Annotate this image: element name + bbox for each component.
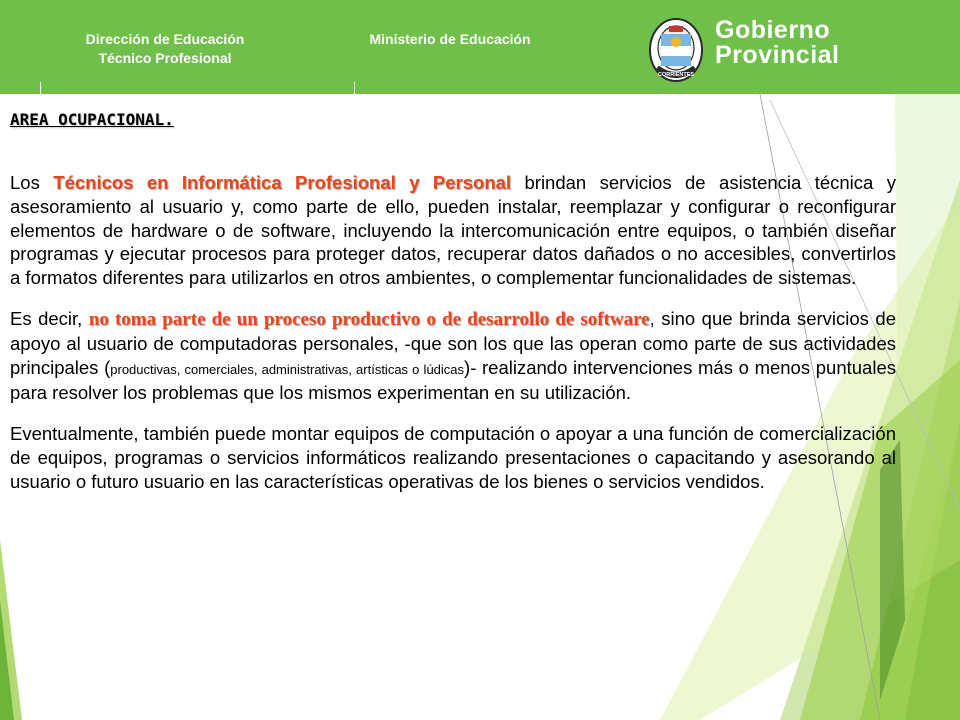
header-bar (0, 0, 960, 94)
paragraph-3: Eventualmente, también puede montar equipos de computación o apoyar a una función de comercialización de equipos, programas o servicios informáticos realizando presentaciones o capacitando y asesorando al usuario o futuro usuario en las características operativas de los bienes o servicios vendidos. (10, 423, 896, 492)
main-content (10, 110, 896, 511)
corrientes-seal-icon (647, 12, 705, 84)
section-heading: AREA OCUPACIONAL. (10, 110, 174, 129)
gobierno-provincial-logo: Gobierno Provincial (715, 16, 840, 69)
highlight-technicians: Técnicos en Informática Profesional y Personal (53, 172, 512, 193)
header-divider (354, 82, 355, 94)
paragraph-1: Los Técnicos en Informática Profesional y Personal brindan servicios de asistencia técnica y asesoramiento al usuario y, como parte de ello, pueden instalar, reemplazar y configurar o reconfigurar elementos de hardware o de software, incluyendo la intercomunicación entre equipos, o también diseñar programas y ejecutar procesos para proteger datos, recuperar datos dañados o no accesibles, convertirlos a formatos diferentes para utilizarlos en otros ambientes, o complementar funcionalidades de sistemas. (10, 172, 897, 289)
svg-text:CORRIENTES: CORRIENTES (657, 72, 695, 78)
header-divider (40, 82, 41, 94)
activities-list: productivas, comerciales, administrativas, artísticas o lúdicas (110, 361, 465, 377)
paragraph-2: Es decir, no toma parte de un proceso productivo o de desarrollo de software, sino que brinda servicios de apoyo al usuario de computadoras personales, -que son los que las operan como parte de sus actividades principales (productivas, comerciales, administrativas, artísticas o lúdicas)- realizando intervenciones más o menos puntuales para resolver los problemas que los mismos experimentan en su utilización. (10, 307, 896, 404)
department-label: Dirección de Educación Técnico Profesional (85, 31, 245, 66)
ministry-label: Ministerio de Educación (369, 31, 531, 47)
highlight-not-productive: no toma parte de un proceso productivo o de desarrollo de software (88, 308, 650, 330)
